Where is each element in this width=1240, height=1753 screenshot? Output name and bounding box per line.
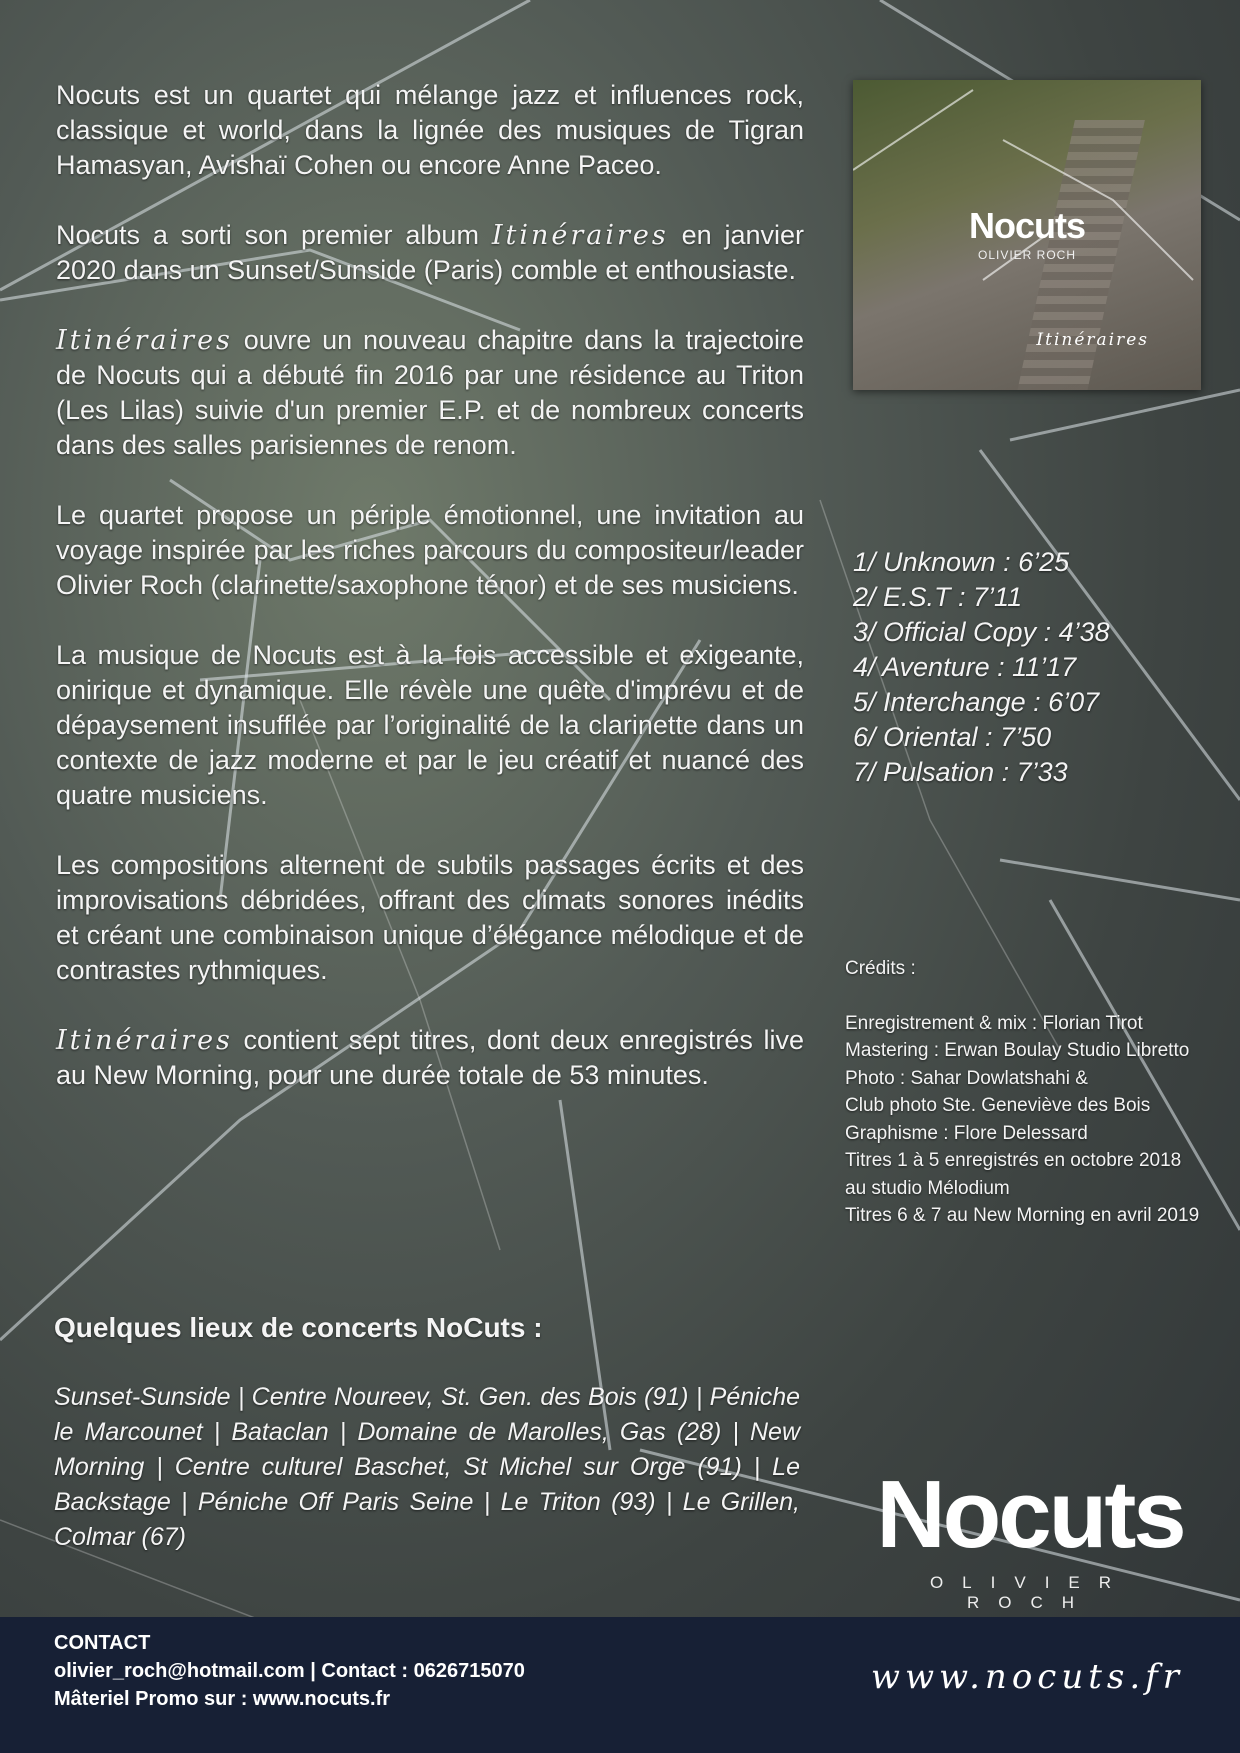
track-item: 7/ Pulsation : 7’33	[853, 757, 1068, 787]
contact-block	[54, 1629, 525, 1713]
track-item: 1/ Unknown : 6’25	[853, 547, 1070, 577]
paragraph-text: ouvre un nouveau chapitre dans la trajectoire de Nocuts qui a débuté fin 2016 par une résidence au Triton (Les Lilas) suivie d'un premier E.P. et de nombreux concerts dans des salles parisiennes de renom.	[56, 325, 804, 460]
credit-line: Enregistrement & mix : Florian Tirot	[845, 1012, 1143, 1034]
intro-paragraph-5: La musique de Nocuts est à la fois accessible et exigeante, onirique et dynamique. Elle révèle une quête d'imprévu et de dépaysement insufflée par l’originalité de la clarinette dans un contexte de jazz moderne et par le jeu créatif et nuancé des quatre musiciens.	[56, 640, 804, 810]
footer-bar	[0, 1617, 1240, 1753]
venues-list: Sunset-Sunside | Centre Noureev, St. Gen. des Bois (91) | Péniche le Marcounet | Bataclan | Domaine de Marolles, Gas (28) | New Morning | Centre culturel Baschet, St Michel sur Orge (91) | Le Backstage | Péniche Off Paris Seine | Le Triton (93) | Le Grillen, Colmar (67)	[54, 1383, 800, 1551]
credit-line: Mastering : Erwan Boulay Studio Libretto	[845, 1040, 1190, 1061]
website-link[interactable]: www.nocuts.fr	[870, 1657, 1184, 1697]
cover-title: Itinéraires	[1036, 330, 1149, 350]
album-name: Itinéraires	[56, 1025, 233, 1056]
intro-paragraph-3	[56, 323, 804, 463]
logo-subtitle: OLIVIER ROCH	[929, 1573, 1131, 1612]
intro-paragraph-1: Nocuts est un quartet qui mélange jazz et influences rock, classique et world, dans la lignée des musiques de Tigran Hamasyan, Avishaï Cohen ou encore Anne Paceo.	[56, 80, 804, 180]
credits	[845, 955, 1199, 1230]
paragraph-text: Nocuts a sorti son premier album	[56, 220, 492, 250]
nocuts-logo	[870, 1461, 1190, 1613]
intro-paragraph-7	[56, 1023, 804, 1093]
track-item: 5/ Interchange : 6’07	[853, 687, 1100, 717]
track-item: 6/ Oriental : 7’50	[853, 722, 1052, 752]
paragraph-text: en janvier 2020 dans un Sunset/Sunside (Paris) comble et enthousiaste.	[56, 220, 805, 285]
credit-line: Photo : Sahar Dowlatshahi &	[845, 1067, 1088, 1089]
track-item: 2/ E.S.T : 7’11	[853, 582, 1023, 612]
contact-label: CONTACT	[54, 1632, 151, 1654]
logo-wordmark: Nocuts	[876, 1461, 1184, 1568]
intro-paragraph-2	[56, 218, 804, 288]
credits-heading: Crédits :	[845, 958, 916, 979]
credit-line: Titres 1 à 5 enregistrés en octobre 2018	[845, 1150, 1182, 1171]
intro-paragraph-4: Le quartet propose un périple émotionnel, une invitation au voyage inspirée par les riches parcours du compositeur/leader Olivier Roch (clarinette/saxophone ténor) et de ses musiciens.	[56, 500, 804, 600]
intro-paragraph-6: Les compositions alternent de subtils passages écrits et des improvisations débridées, offrant des climats sonores inédits et créant une combinaison unique d’élégance mélodique et de contrastes rythmiques.	[56, 850, 804, 985]
intro-text	[56, 78, 804, 1128]
track-item: 3/ Official Copy : 4’38	[853, 617, 1110, 647]
contact-line[interactable]: olivier_roch@hotmail.com | Contact : 0626715070	[54, 1660, 525, 1682]
paragraph-text: contient sept titres, dont deux enregistrés live au New Morning, pour une durée totale de 53 minutes.	[56, 1025, 804, 1090]
credit-line: au studio Mélodium	[845, 1177, 1010, 1199]
credit-line: Graphisme : Flore Delessard	[845, 1122, 1088, 1144]
album-name: Itinéraires	[56, 325, 233, 356]
promo-line[interactable]: Mâteriel Promo sur : www.nocuts.fr	[54, 1688, 390, 1710]
cover-brand: Nocuts	[968, 205, 1085, 246]
tracklist	[853, 545, 1110, 790]
credit-line: Club photo Ste. Geneviève des Bois	[845, 1095, 1151, 1116]
album-name: Itinéraires	[491, 220, 669, 251]
venues-heading: Quelques lieux de concerts NoCuts :	[54, 1312, 543, 1343]
album-cover	[853, 80, 1201, 390]
credit-line: Titres 6 & 7 au New Morning en avril 2019	[845, 1205, 1200, 1226]
cover-artist: OLIVIER ROCH	[977, 248, 1076, 262]
track-item: 4/ Aventure : 11’17	[853, 652, 1077, 682]
